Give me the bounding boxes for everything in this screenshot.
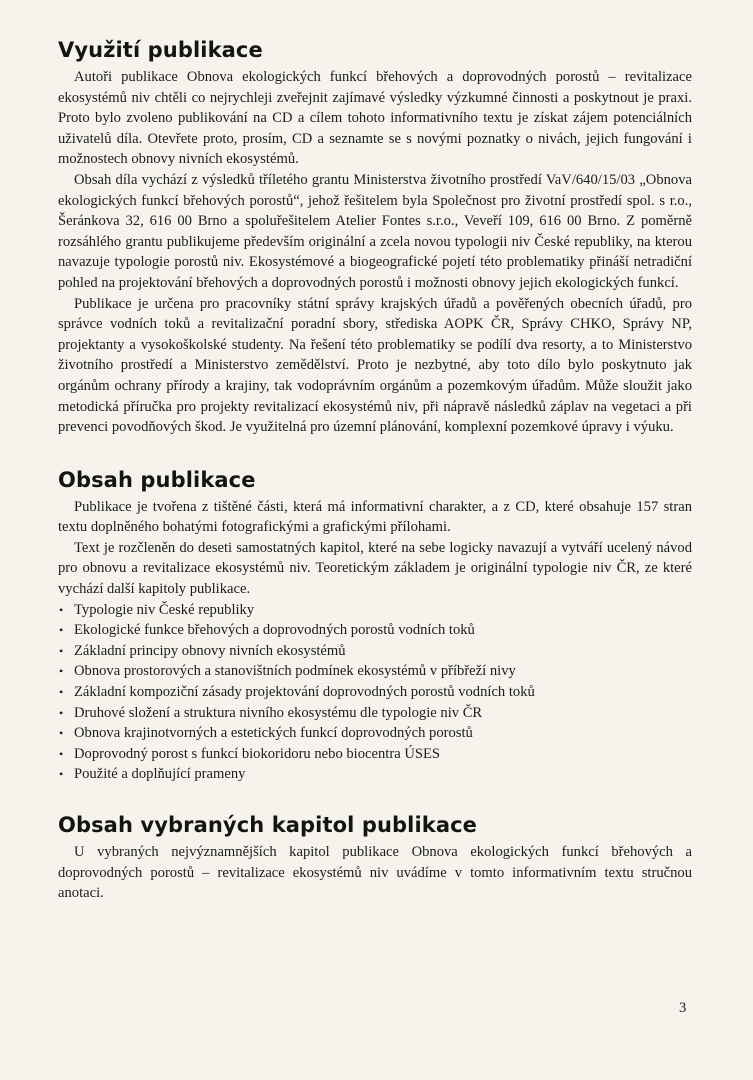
bullet-icon: • xyxy=(59,664,64,679)
section-heading: Obsah vybraných kapitol publikace xyxy=(58,813,477,837)
paragraph: Autoři publikace Obnova ekologických funkcí břehových a doprovodných porostů – revitalizace ekosystémů niv chtěli co nejrychleji zveřejnit zajímavé výsledky výzkumné činnosti a poskytnout je praxi. Proto bylo zvoleno publikování na CD a cílem tohoto informativního textu je získat zájem potenciálních uživatelů díla. Otevřete proto, prosím, CD a seznamte se s novými poznatky o nivách, jejich fungování i možnostech obnovy nivních ekosystémů. xyxy=(58,69,692,168)
paragraph: Publikace je tvořena z tištěné části, která má informativní charakter, a z CD, které obsahuje 157 stran textu doplněného bohatými fotografickými a grafickými přílohami. xyxy=(58,498,692,536)
bullet-icon: • xyxy=(59,726,64,741)
paragraph: Text je rozčleněn do deseti samostatných kapitol, které na sebe logicky navazují a vytváří ucelený návod pro obnovu a revitalizace ekosystémů niv. Teoretickým základem je originální typologie niv ČR, ze které vychází další kapitoly publikace. xyxy=(58,539,692,598)
bullet-icon: • xyxy=(59,767,64,782)
list-item: • Základní principy obnovy nivních ekosystémů xyxy=(58,641,692,662)
page-number: 3 xyxy=(679,1000,687,1016)
section-vyuziti xyxy=(58,38,692,438)
list-item: • Typologie niv České republiky xyxy=(58,600,692,621)
paragraph: Obsah díla vychází z výsledků tříletého grantu Ministerstva životního prostředí VaV/640/15/03 „Obnova ekologických funkcí břehových porostů“, jehož řešitelem byla Společnost pro životní prostředí spol. s r.o., Šeránkova 32, 616 00 Brno a spoluřešitelem Atelier Fontes s.r.o., Veveří 109, 616 00 Brno. Z poměrně rozsáhlého grantu publikujeme především originální a zcela novou typologii niv České republiky, na kterou navazuje typologie porostů niv. Ekosystémové a biogeografické pojetí této problematiky přináší netradiční pohled na projektování břehových a doprovodných porostů i možnosti obnovy jejich ekologických funkcí. xyxy=(58,171,692,291)
list-item: • Základní kompoziční zásady projektování doprovodných porostů vodních toků xyxy=(58,682,692,703)
list-item: • Obnova prostorových a stanovištních podmínek ekosystémů v příbřeží nivy xyxy=(58,661,692,682)
list-item: • Použité a doplňující prameny xyxy=(58,764,692,785)
list-item: • Ekologické funkce břehových a doprovodných porostů vodních toků xyxy=(58,620,692,641)
bullet-icon: • xyxy=(59,685,64,700)
paragraph: U vybraných nejvýznamnějších kapitol publikace Obnova ekologických funkcí břehových a doprovodných porostů – revitalizace ekosystémů niv uvádíme v tomto informativním textu stručnou anotaci. xyxy=(58,844,692,902)
list-item: • Obnova krajinotvorných a estetických funkcí doprovodných porostů xyxy=(58,723,692,744)
bullet-icon: • xyxy=(59,602,64,617)
list-item: • Doprovodný porost s funkcí biokoridoru nebo biocentra ÚSES xyxy=(58,744,692,765)
bullet-icon: • xyxy=(59,705,64,720)
page-content xyxy=(58,38,692,934)
chapter-list xyxy=(58,600,692,785)
section-heading: Využití publikace xyxy=(58,38,263,62)
bullet-icon: • xyxy=(59,746,64,761)
section-heading: Obsah publikace xyxy=(58,467,256,492)
bullet-icon: • xyxy=(59,623,64,638)
paragraph: Publikace je určena pro pracovníky státní správy krajských úřadů a pověřených obecních úřadů, pro správce vodních toků a revitalizační poradní sbory, střediska AOPK ČR, Správy CHKO, Správy NP, projektanty a vysokoškolské studenty. Na řešení této problematiky se podílí dva resorty, a to Ministerstvo životního prostředí a Ministerstvo zemědělství. Proto je nezbytné, aby toto dílo bylo poskytnuto jak orgánům ochrany přírody a krajiny, tak vodoprávním orgánům a pozemkovým úřadům. Může sloužit jako metodická příručka pro projekty revitalizací ekosystémů niv, při nápravě následků záplav na vegetaci a při prevenci povodňových škod. Je využitelná pro územní plánování, komplexní pozemkové úpravy i výuku. xyxy=(58,295,692,436)
bullet-icon: • xyxy=(59,643,64,658)
list-item: • Druhové složení a struktura nivního ekosystému dle typologie niv ČR xyxy=(58,703,692,724)
section-vybrane-kapitoly xyxy=(58,813,692,904)
section-obsah xyxy=(58,468,692,785)
